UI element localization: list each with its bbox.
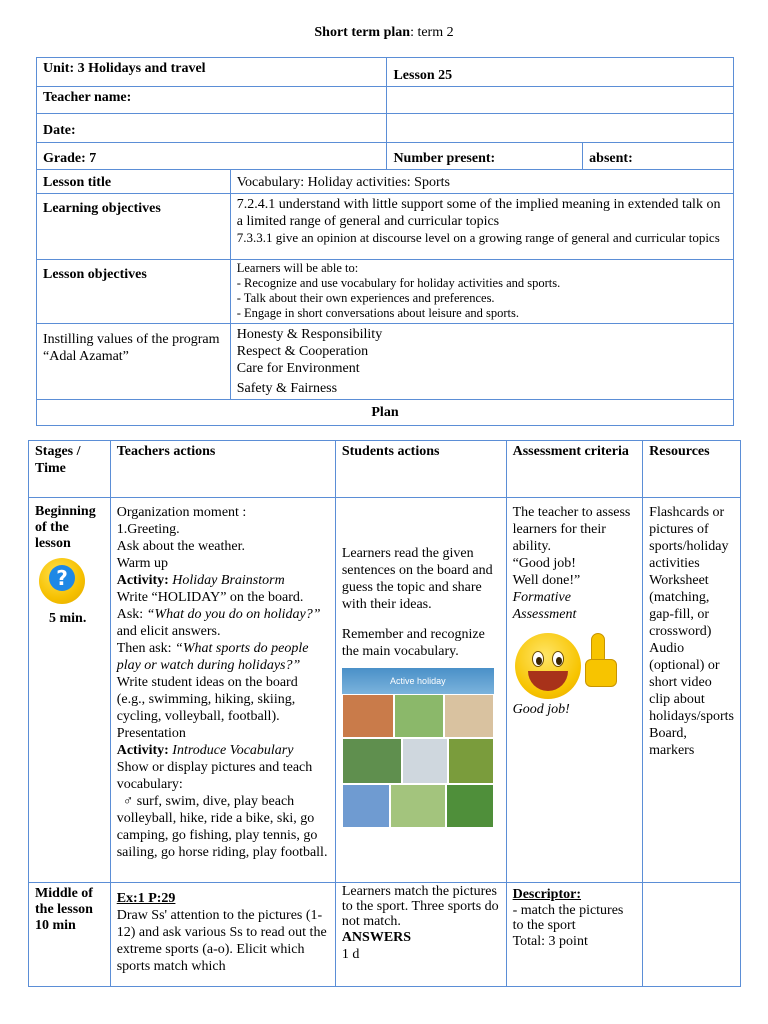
smiley-thumbs-up-icon	[513, 629, 625, 699]
teacher-name-cell: Teacher name:	[37, 87, 387, 114]
col-students-actions: Students actions	[335, 441, 506, 498]
date-value	[387, 114, 734, 143]
lesson-objective-line: - Talk about their own experiences and preferences.	[236, 291, 495, 305]
lesson-objective-line: - Recognize and use vocabulary for holiday activities and sports.	[236, 276, 561, 290]
middle-students-actions: Learners match the pictures to the sport. Three sports do not match. ANSWERS 1 d	[335, 883, 506, 987]
col-assessment: Assessment criteria	[506, 441, 643, 498]
beginning-stage: Beginning of the lesson ? 5 min.	[29, 498, 111, 883]
active-holiday-image: Active holiday	[342, 668, 494, 828]
value-item: Care for Environment	[236, 361, 360, 376]
number-present-cell: Number present:	[387, 143, 583, 170]
col-stages: Stages / Time	[29, 441, 111, 498]
learning-objectives-label: Learning objectives	[37, 194, 231, 260]
plan-heading: Plan	[37, 400, 734, 426]
beginning-resources: Flashcards or pictures of sports/holiday activities Worksheet (matching, gap-fill, or crossword) Audio (optional) or short video clip about holidays/sports Board, markers	[643, 498, 741, 883]
middle-teacher-actions: Ex:1 P:29 Draw Ss' attention to the pictures (1-12) and ask various Ss to read out the extreme sports (a-o). Elicit which sports match which	[110, 883, 335, 987]
lesson-objectives-label: Lesson objectives	[37, 260, 231, 324]
objective-1: 7.2.4.1 understand with little support some of the implied meaning in extended talk on a limited range of general and curricular topics	[236, 197, 721, 229]
values-label: Instilling values of the program “Adal Azamat”	[37, 324, 231, 400]
objective-2: 7.3.3.1 give an opinion at discourse level on a growing range of general and curricular topics	[236, 230, 720, 245]
lesson-objective-line: - Engage in short conversations about leisure and sports.	[236, 306, 519, 320]
date-cell: Date:	[37, 114, 387, 143]
teacher-name-value	[387, 87, 734, 114]
plan-table	[28, 440, 741, 987]
beginning-teacher-actions: Organization moment : 1.Greeting. Ask about the weather. Warm up Activity: Holiday Brainstorm Write “HOLIDAY” on the board. Ask: “What do you do on holiday?” and elicit answers. Then ask: “What sports do people play or watch during holidays?” Write student ideas on the board (e.g., swimming, hiking, skiing, cycling, volleyball, football). Presentation Activity: Introduce Vocabulary Show or display pictures and teach vocabulary: ♂ surf, swim, dive, play beach volleyball, hike, ride a bike, ski, go camping, go fishing, play tennis, go sailing, go horse riding, play football.	[110, 498, 335, 883]
lesson-objectives-value	[230, 260, 733, 324]
lesson-objective-line: Learners will be able to:	[236, 261, 359, 275]
header-table	[36, 57, 734, 426]
absent-cell: absent:	[583, 143, 734, 170]
beginning-students-actions: Learners read the given sentences on the board and guess the topic and share with their ideas. Remember and recognize the main vocabulary. Active holiday	[335, 498, 506, 883]
learning-objectives-value	[230, 194, 733, 260]
middle-stage: Middle of the lesson 10 min	[29, 883, 111, 987]
value-item: Honesty & Responsibility	[236, 327, 383, 342]
beginning-assessment: The teacher to assess learners for their ability. “Good job! Well done!” Formative Assessment Good job!	[506, 498, 643, 883]
unit-cell: Unit: 3 Holidays and travel	[37, 58, 387, 87]
middle-assessment: Descriptor: - match the pictures to the sport Total: 3 point	[506, 883, 643, 987]
value-item: Respect & Cooperation	[236, 344, 369, 359]
grade-cell: Grade: 7	[37, 143, 387, 170]
question-icon: ?	[39, 558, 85, 604]
lesson-title-label: Lesson title	[37, 170, 231, 194]
lesson-cell: Lesson 25	[387, 58, 734, 87]
lesson-title-value: Vocabulary: Holiday activities: Sports	[230, 170, 733, 194]
beginning-time: 5 min.	[49, 611, 87, 626]
value-item: Safety & Fairness	[236, 381, 338, 396]
page-title: Short term plan: term 2	[314, 25, 454, 40]
values-list	[230, 324, 733, 400]
middle-resources	[643, 883, 741, 987]
col-teachers-actions: Teachers actions	[110, 441, 335, 498]
col-resources: Resources	[643, 441, 741, 498]
